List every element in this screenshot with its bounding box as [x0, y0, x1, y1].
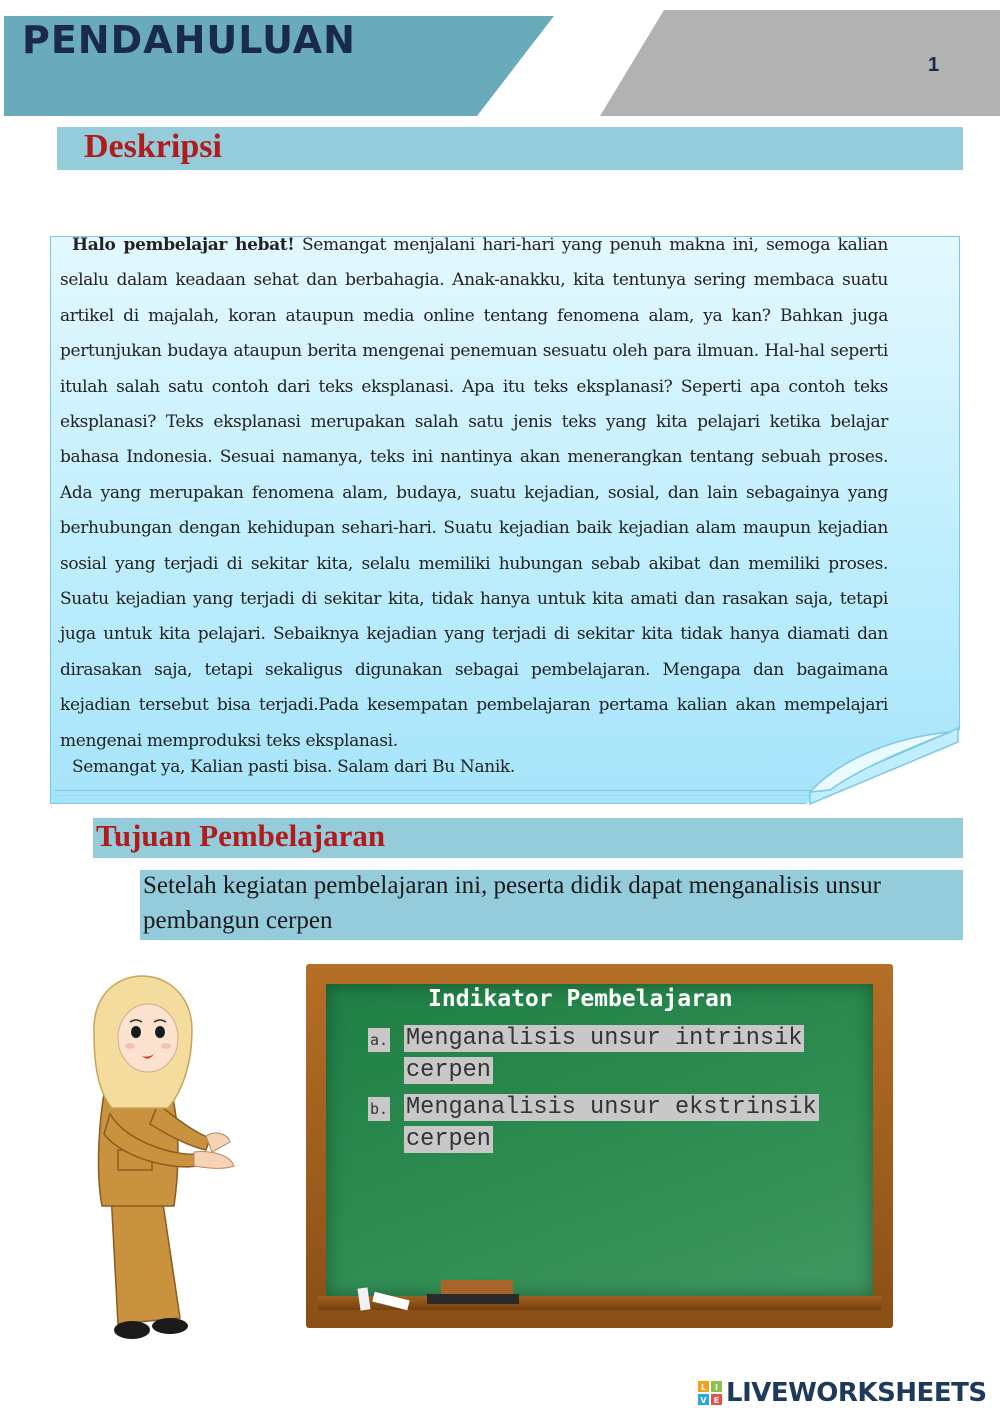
indikator-item-a-line2: cerpen	[406, 1057, 491, 1084]
indikator-item-b-label: b.	[368, 1097, 390, 1121]
page-number-tab	[600, 10, 1000, 116]
description-body: Semangat menjalani hari-hari yang penuh makna ini, semoga kalian selalu dalam keadaan sehat dan berbahagia. Anak-anakku, kita tentunya sering membaca suatu artikel di majalah, koran ataupun media online tentang fenomena alam, ya kan? Bahkan juga pertunjukan budaya ataupun berita mengenai penemuan sesuatu oleh para ilmuan. Hal-hal seperti itulah salah satu contoh dari teks eksplanasi. Apa itu teks eksplanasi? Seperti apa contoh teks eksplanasi? Teks eksplanasi merupakan salah satu jenis teks yang kita pelajari ketika belajar bahasa Indonesia. Sesuai namanya, teks ini nantinya akan menerangkan tentang sebuah proses. Ada yang merupakan fenomena alam, budaya, suatu kejadian, sosial, dan lain sebagainya yang berhubungan dengan kehidupan sehari-hari. Suatu kejadian baik kejadian alam maupun kejadian sosial yang terjadi di sekitar kita, selalu memiliki hubungan sebab akibat dan memiliki proses. Suatu kejadian yang terjadi di sekitar kita, tidak hanya untuk kita amati dan rasakan saja, tetapi juga untuk kita pelajari. Sebaiknya kejadian yang terjadi di sekitar kita tidak hanya diamati dan dirasakan saja, tetapi sekaligus digunakan sebagai pembelajaran. Mengapa dan bagaimana kejadian tersebut bisa terjadi.Pada kesempatan pembelajaran pertama kalian akan mempelajari mengenai memproduksi teks eksplanasi.	[60, 235, 888, 751]
deskripsi-heading: Deskripsi	[84, 128, 222, 165]
note-card-bottom-edge	[54, 790, 810, 796]
liveworksheets-logo-icon	[698, 1381, 722, 1405]
teacher-illustration	[88, 974, 238, 1354]
tujuan-heading: Tujuan Pembelajaran	[96, 818, 386, 853]
greeting-text: Halo pembelajar hebat!	[72, 235, 295, 255]
indikator-item-a-line1: Menganalisis unsur intrinsik	[406, 1025, 803, 1052]
page-number: 1	[928, 54, 940, 76]
goal-text: Setelah kegiatan pembelajaran ini, peserta didik dapat menganalisis unsur pembangun cerpen	[143, 872, 881, 934]
page-title: PENDAHULUAN	[22, 18, 356, 62]
logo-letter-e: E	[713, 1396, 720, 1405]
liveworksheets-brand-text: LIVEWORKSHEETS	[726, 1378, 987, 1408]
indikator-heading: Indikator Pembelajaran	[428, 986, 733, 1012]
chalk-and-eraser-icon	[345, 1278, 545, 1314]
description-paragraph	[60, 228, 888, 759]
indikator-item-a-label: a.	[368, 1028, 390, 1052]
logo-letter-i: I	[715, 1383, 718, 1392]
logo-letter-v: V	[700, 1396, 707, 1405]
indikator-item-b-line1: Menganalisis unsur ekstrinsik	[406, 1094, 817, 1121]
closing-text: Semangat ya, Kalian pasti bisa. Salam dari Bu Nanik.	[72, 757, 515, 777]
logo-letter-l: L	[700, 1383, 707, 1392]
liveworksheets-logo	[698, 1378, 987, 1408]
indikator-item-b-line2: cerpen	[406, 1126, 491, 1153]
